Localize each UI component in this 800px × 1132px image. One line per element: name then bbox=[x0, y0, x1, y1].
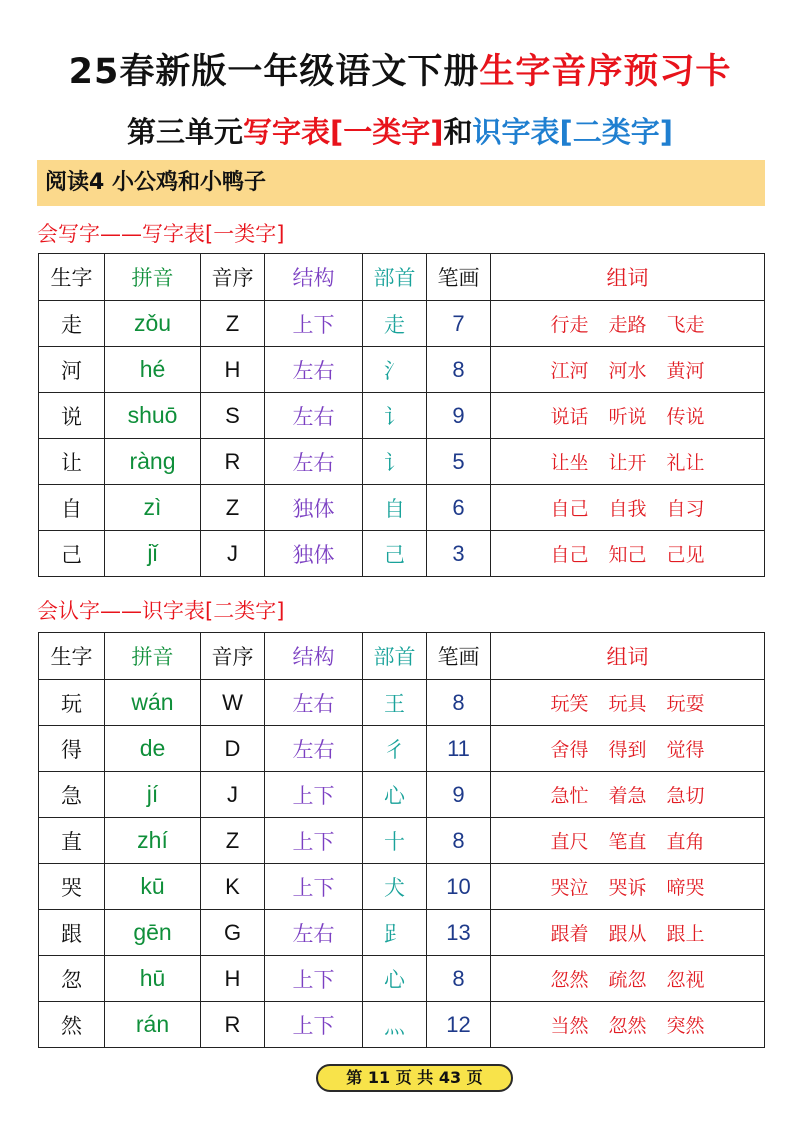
cell-pinyin: hū bbox=[105, 956, 201, 1002]
cell-strokes: 12 bbox=[427, 1002, 491, 1048]
column-header-radical: 部首 bbox=[363, 254, 427, 301]
cell-char: 哭 bbox=[39, 864, 105, 910]
subtitle-write-table: 写字表[一类字] bbox=[242, 115, 444, 149]
title-red-part: 生字音序预习卡 bbox=[479, 52, 732, 92]
cell-structure: 左右 bbox=[265, 393, 363, 439]
cell-strokes: 8 bbox=[427, 680, 491, 726]
cell-order: H bbox=[201, 347, 265, 393]
cell-words: 玩笑 玩具 玩耍 bbox=[491, 680, 765, 726]
cell-words: 哭泣 哭诉 啼哭 bbox=[491, 864, 765, 910]
cell-order: Z bbox=[201, 301, 265, 347]
column-header-radical: 部首 bbox=[363, 633, 427, 680]
cell-order: W bbox=[201, 680, 265, 726]
page-number-badge bbox=[316, 1064, 513, 1092]
table-row bbox=[39, 1002, 765, 1048]
cell-order: J bbox=[201, 772, 265, 818]
column-header-words: 组词 bbox=[491, 633, 765, 680]
cell-strokes: 8 bbox=[427, 818, 491, 864]
cell-words: 让坐 让开 礼让 bbox=[491, 439, 765, 485]
cell-structure: 上下 bbox=[265, 1002, 363, 1048]
lesson-title: 阅读4 小公鸡和小鸭子 bbox=[45, 170, 266, 195]
subtitle-and: 和 bbox=[443, 115, 473, 149]
column-header-char: 生字 bbox=[39, 254, 105, 301]
cell-strokes: 7 bbox=[427, 301, 491, 347]
cell-radical: 𧾷 bbox=[363, 910, 427, 956]
page-subtitle bbox=[0, 110, 800, 151]
column-header-strokes: 笔画 bbox=[427, 633, 491, 680]
section-write-heading: 会写字——写字表[一类字] bbox=[37, 222, 285, 246]
cell-words: 急忙 着急 急切 bbox=[491, 772, 765, 818]
table-row bbox=[39, 772, 765, 818]
cell-words: 舍得 得到 觉得 bbox=[491, 726, 765, 772]
cell-strokes: 8 bbox=[427, 956, 491, 1002]
cell-strokes: 11 bbox=[427, 726, 491, 772]
cell-radical: 自 bbox=[363, 485, 427, 531]
cell-strokes: 9 bbox=[427, 393, 491, 439]
cell-order: K bbox=[201, 864, 265, 910]
table-row bbox=[39, 864, 765, 910]
column-header-order: 音序 bbox=[201, 254, 265, 301]
cell-strokes: 5 bbox=[427, 439, 491, 485]
cell-pinyin: ràng bbox=[105, 439, 201, 485]
cell-pinyin: shuō bbox=[105, 393, 201, 439]
table-row bbox=[39, 439, 765, 485]
cell-radical: 讠 bbox=[363, 439, 427, 485]
cell-radical: 王 bbox=[363, 680, 427, 726]
cell-words: 直尺 笔直 直角 bbox=[491, 818, 765, 864]
cell-char: 得 bbox=[39, 726, 105, 772]
cell-structure: 上下 bbox=[265, 818, 363, 864]
cell-order: D bbox=[201, 726, 265, 772]
cell-radical: 氵 bbox=[363, 347, 427, 393]
cell-pinyin: wán bbox=[105, 680, 201, 726]
cell-char: 自 bbox=[39, 485, 105, 531]
cell-radical: 心 bbox=[363, 956, 427, 1002]
write-characters-table bbox=[38, 253, 765, 577]
cell-structure: 左右 bbox=[265, 726, 363, 772]
cell-structure: 左右 bbox=[265, 680, 363, 726]
table-row bbox=[39, 910, 765, 956]
cell-char: 玩 bbox=[39, 680, 105, 726]
cell-structure: 上下 bbox=[265, 864, 363, 910]
cell-pinyin: jí bbox=[105, 772, 201, 818]
cell-pinyin: kū bbox=[105, 864, 201, 910]
cell-order: S bbox=[201, 393, 265, 439]
cell-order: Z bbox=[201, 818, 265, 864]
cell-structure: 左右 bbox=[265, 910, 363, 956]
cell-char: 走 bbox=[39, 301, 105, 347]
section-recognize-heading: 会认字——识字表[二类字] bbox=[37, 599, 285, 623]
cell-words: 跟着 跟从 跟上 bbox=[491, 910, 765, 956]
cell-order: H bbox=[201, 956, 265, 1002]
table-row bbox=[39, 726, 765, 772]
cell-radical: 十 bbox=[363, 818, 427, 864]
page-number-label: 第 11 页 共 43 页 bbox=[346, 1068, 483, 1087]
cell-pinyin: rán bbox=[105, 1002, 201, 1048]
cell-order: R bbox=[201, 1002, 265, 1048]
cell-words: 当然 忽然 突然 bbox=[491, 1002, 765, 1048]
recognize-characters-table bbox=[38, 632, 765, 1048]
table-row bbox=[39, 680, 765, 726]
cell-strokes: 10 bbox=[427, 864, 491, 910]
subtitle-recognize-table: 识字表[二类字] bbox=[472, 115, 674, 149]
cell-char: 河 bbox=[39, 347, 105, 393]
cell-order: J bbox=[201, 531, 265, 577]
cell-char: 然 bbox=[39, 1002, 105, 1048]
cell-char: 让 bbox=[39, 439, 105, 485]
subtitle-unit: 第三单元 bbox=[126, 115, 243, 149]
table-row bbox=[39, 531, 765, 577]
cell-radical: 讠 bbox=[363, 393, 427, 439]
cell-words: 忽然 疏忽 忽视 bbox=[491, 956, 765, 1002]
table-header-row bbox=[39, 633, 765, 680]
cell-words: 自己 自我 自习 bbox=[491, 485, 765, 531]
cell-words: 自己 知己 己见 bbox=[491, 531, 765, 577]
cell-strokes: 3 bbox=[427, 531, 491, 577]
cell-structure: 上下 bbox=[265, 956, 363, 1002]
cell-words: 行走 走路 飞走 bbox=[491, 301, 765, 347]
cell-radical: 灬 bbox=[363, 1002, 427, 1048]
table-row bbox=[39, 485, 765, 531]
cell-structure: 左右 bbox=[265, 347, 363, 393]
table-row bbox=[39, 956, 765, 1002]
cell-words: 江河 河水 黄河 bbox=[491, 347, 765, 393]
column-header-structure: 结构 bbox=[265, 254, 363, 301]
column-header-char: 生字 bbox=[39, 633, 105, 680]
cell-structure: 上下 bbox=[265, 772, 363, 818]
cell-pinyin: de bbox=[105, 726, 201, 772]
cell-char: 说 bbox=[39, 393, 105, 439]
cell-strokes: 13 bbox=[427, 910, 491, 956]
cell-structure: 独体 bbox=[265, 531, 363, 577]
cell-strokes: 8 bbox=[427, 347, 491, 393]
cell-words: 说话 听说 传说 bbox=[491, 393, 765, 439]
cell-char: 忽 bbox=[39, 956, 105, 1002]
cell-order: Z bbox=[201, 485, 265, 531]
column-header-pinyin: 拼音 bbox=[105, 633, 201, 680]
cell-radical: 犬 bbox=[363, 864, 427, 910]
table-row bbox=[39, 818, 765, 864]
lesson-title-bar bbox=[37, 160, 765, 206]
cell-pinyin: zhí bbox=[105, 818, 201, 864]
cell-radical: 走 bbox=[363, 301, 427, 347]
cell-structure: 左右 bbox=[265, 439, 363, 485]
cell-structure: 独体 bbox=[265, 485, 363, 531]
table-row bbox=[39, 301, 765, 347]
cell-radical: 心 bbox=[363, 772, 427, 818]
cell-order: G bbox=[201, 910, 265, 956]
cell-strokes: 9 bbox=[427, 772, 491, 818]
cell-char: 己 bbox=[39, 531, 105, 577]
cell-pinyin: jǐ bbox=[105, 531, 201, 577]
cell-pinyin: gēn bbox=[105, 910, 201, 956]
table-row bbox=[39, 347, 765, 393]
cell-pinyin: zì bbox=[105, 485, 201, 531]
cell-char: 急 bbox=[39, 772, 105, 818]
column-header-strokes: 笔画 bbox=[427, 254, 491, 301]
cell-order: R bbox=[201, 439, 265, 485]
table-row bbox=[39, 393, 765, 439]
column-header-words: 组词 bbox=[491, 254, 765, 301]
cell-radical: 己 bbox=[363, 531, 427, 577]
title-black-part: 25春新版一年级语文下册 bbox=[68, 52, 480, 92]
cell-structure: 上下 bbox=[265, 301, 363, 347]
table-header-row bbox=[39, 254, 765, 301]
cell-pinyin: zǒu bbox=[105, 301, 201, 347]
cell-pinyin: hé bbox=[105, 347, 201, 393]
cell-char: 直 bbox=[39, 818, 105, 864]
page-title bbox=[0, 44, 800, 94]
cell-strokes: 6 bbox=[427, 485, 491, 531]
column-header-order: 音序 bbox=[201, 633, 265, 680]
cell-char: 跟 bbox=[39, 910, 105, 956]
column-header-pinyin: 拼音 bbox=[105, 254, 201, 301]
column-header-structure: 结构 bbox=[265, 633, 363, 680]
cell-radical: 彳 bbox=[363, 726, 427, 772]
